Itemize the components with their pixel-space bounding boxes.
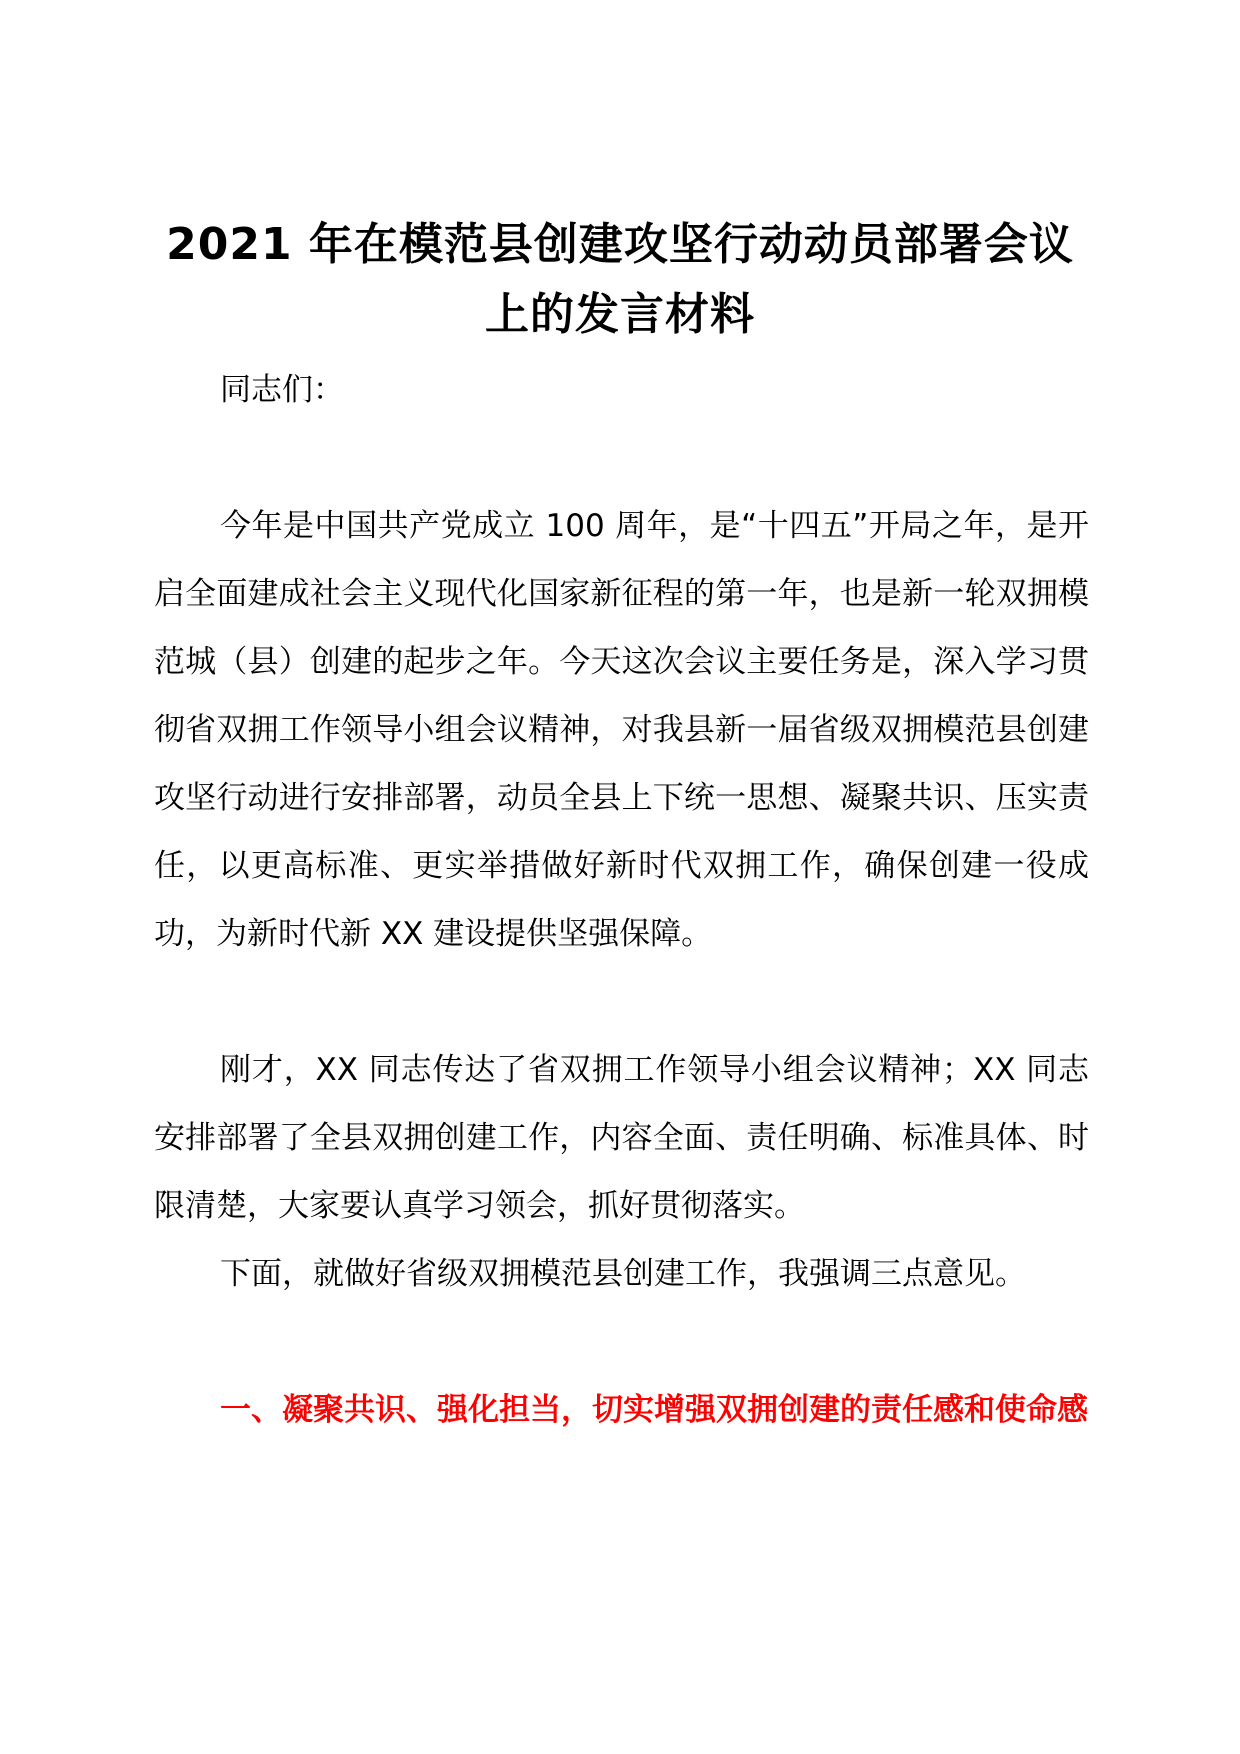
salutation: 同志们： (220, 372, 344, 408)
paragraph-transition: 下面，就做好省级双拥模范县创建工作，我强调三点意见。 (220, 1256, 1026, 1292)
document-title (150, 210, 1090, 350)
section-heading-1: 一、凝聚共识、强化担当，切实增强双拥创建的责任感和使命感 (220, 1392, 1088, 1428)
paragraph-review: 刚才，XX 同志传达了省双拥工作领导小组会议精神；XX 同志安排部署了全县双拥创建工作，内容全面、责任明确、标准具体、时限清楚，大家要认真学习领会，抓好贯彻落实。 (154, 1052, 1089, 1224)
paragraph-intro: 今年是中国共产党成立 100 周年，是“十四五”开局之年，是开启全面建成社会主义现代化国家新征程的第一年，也是新一轮双拥模范城（县）创建的起步之年。今天这次会议主要任务是，深入学习贯彻省双拥工作领导小组会议精神，对我县新一届省级双拥模范县创建攻坚行动进行安排部署，动员全县上下统一思想、凝聚共识、压实责任，以更高标准、更实举措做好新时代双拥工作，确保创建一役成功，为新时代新 XX 建设提供坚强保障。 (154, 508, 1089, 952)
title-line-2: 上的发言材料 (485, 289, 755, 340)
title-line-1: 2021 年在模范县创建攻坚行动动员部署会议 (166, 219, 1074, 270)
